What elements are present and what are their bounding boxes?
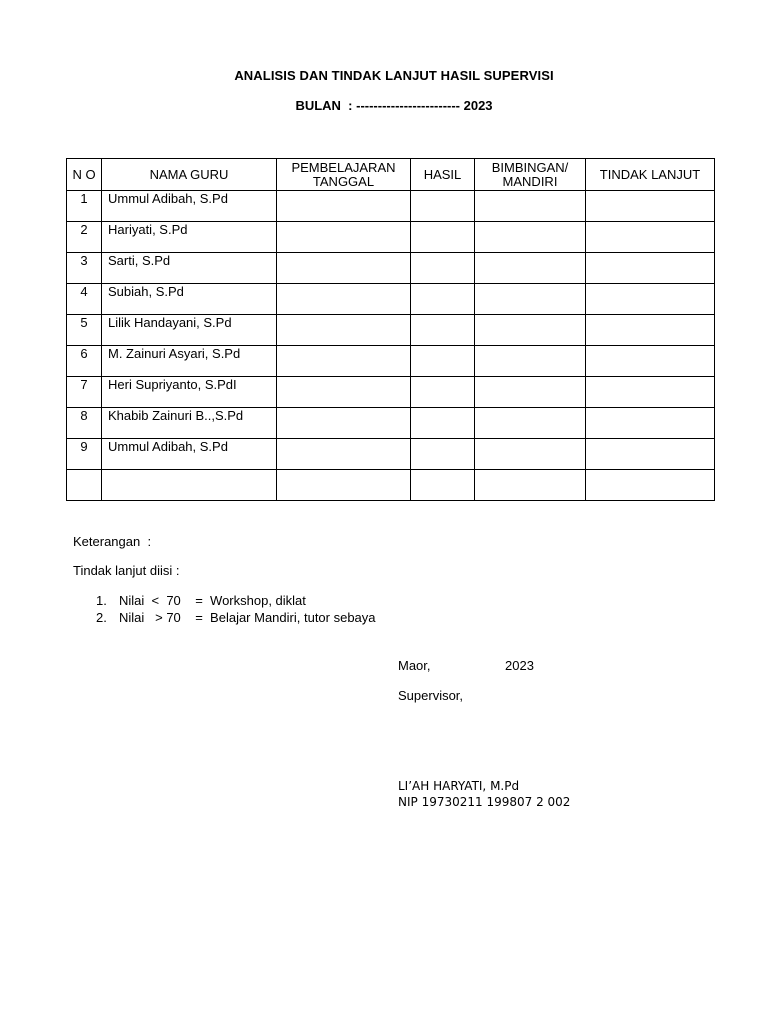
cell-bimbingan-mandiri — [475, 346, 586, 377]
cell-bimbingan-mandiri — [475, 284, 586, 315]
teacher-name — [102, 470, 277, 501]
cell-pembelajaran-tanggal — [277, 315, 411, 346]
cell-hasil — [411, 346, 475, 377]
cell-hasil — [411, 408, 475, 439]
cell-hasil — [411, 222, 475, 253]
document-subtitle: BULAN : ------------------------ 2023 — [295, 98, 493, 113]
table-row — [67, 439, 715, 470]
header-tindak-lanjut: TINDAK LANJUT — [586, 159, 715, 191]
cell-bimbingan-mandiri — [475, 191, 586, 222]
teacher-name: Ummul Adibah, S.Pd — [102, 191, 277, 222]
row-number: 1 — [67, 191, 102, 222]
cell-bimbingan-mandiri — [475, 470, 586, 501]
table-row — [67, 408, 715, 439]
criteria-list — [96, 592, 376, 626]
teacher-name: Khabib Zainuri B..,S.Pd — [102, 408, 277, 439]
header-no: N O — [67, 159, 102, 191]
row-number: 3 — [67, 253, 102, 284]
cell-bimbingan-mandiri — [475, 253, 586, 284]
cell-tindak-lanjut — [586, 408, 715, 439]
cell-bimbingan-mandiri — [475, 439, 586, 470]
list-item-text: Nilai < 70 = Workshop, diklat — [119, 593, 306, 608]
row-number: 5 — [67, 315, 102, 346]
cell-tindak-lanjut — [586, 222, 715, 253]
cell-bimbingan-mandiri — [475, 315, 586, 346]
cell-tindak-lanjut — [586, 191, 715, 222]
list-item — [96, 609, 376, 626]
cell-pembelajaran-tanggal — [277, 377, 411, 408]
document-title: ANALISIS DAN TINDAK LANJUT HASIL SUPERVISI — [234, 68, 554, 83]
list-item-number: 2. — [96, 610, 107, 625]
cell-hasil — [411, 377, 475, 408]
cell-hasil — [411, 253, 475, 284]
teacher-name: Hariyati, S.Pd — [102, 222, 277, 253]
teacher-name: M. Zainuri Asyari, S.Pd — [102, 346, 277, 377]
cell-hasil — [411, 315, 475, 346]
cell-pembelajaran-tanggal — [277, 470, 411, 501]
cell-hasil — [411, 284, 475, 315]
cell-bimbingan-mandiri — [475, 408, 586, 439]
cell-tindak-lanjut — [586, 284, 715, 315]
row-number — [67, 470, 102, 501]
list-item — [96, 592, 376, 609]
table-header-row — [67, 159, 715, 191]
signature-name: LI’AH HARYATI, M.Pd — [398, 779, 520, 793]
cell-pembelajaran-tanggal — [277, 346, 411, 377]
cell-hasil — [411, 470, 475, 501]
cell-tindak-lanjut — [586, 346, 715, 377]
signature-year: 2023 — [505, 658, 534, 673]
cell-hasil — [411, 439, 475, 470]
cell-tindak-lanjut — [586, 439, 715, 470]
header-nama-guru: NAMA GURU — [102, 159, 277, 191]
list-item-text: Nilai > 70 = Belajar Mandiri, tutor sebaya — [119, 610, 376, 625]
cell-pembelajaran-tanggal — [277, 408, 411, 439]
teacher-name: Ummul Adibah, S.Pd — [102, 439, 277, 470]
signature-role: Supervisor, — [398, 688, 464, 703]
cell-pembelajaran-tanggal — [277, 191, 411, 222]
cell-pembelajaran-tanggal — [277, 253, 411, 284]
header-hasil: HASIL — [411, 159, 475, 191]
signature-nip: NIP 19730211 199807 2 002 — [398, 795, 571, 809]
row-number: 6 — [67, 346, 102, 377]
table-row — [67, 284, 715, 315]
tindak-lanjut-label: Tindak lanjut diisi : — [73, 563, 180, 578]
header-bimbingan-mandiri: BIMBINGAN/ MANDIRI — [475, 159, 586, 191]
table-row — [67, 346, 715, 377]
table-row — [67, 315, 715, 346]
cell-bimbingan-mandiri — [475, 377, 586, 408]
table-row — [67, 191, 715, 222]
cell-bimbingan-mandiri — [475, 222, 586, 253]
cell-tindak-lanjut — [586, 377, 715, 408]
cell-pembelajaran-tanggal — [277, 284, 411, 315]
row-number: 7 — [67, 377, 102, 408]
table-row — [67, 222, 715, 253]
cell-tindak-lanjut — [586, 315, 715, 346]
row-number: 4 — [67, 284, 102, 315]
cell-hasil — [411, 191, 475, 222]
cell-pembelajaran-tanggal — [277, 439, 411, 470]
teacher-name: Sarti, S.Pd — [102, 253, 277, 284]
teacher-name: Heri Supriyanto, S.PdI — [102, 377, 277, 408]
table-row — [67, 377, 715, 408]
header-pembelajaran-tanggal: PEMBELAJARAN TANGGAL — [277, 159, 411, 191]
teacher-name: Subiah, S.Pd — [102, 284, 277, 315]
cell-tindak-lanjut — [586, 470, 715, 501]
teacher-name: Lilik Handayani, S.Pd — [102, 315, 277, 346]
keterangan-label: Keterangan : — [73, 534, 152, 549]
cell-tindak-lanjut — [586, 253, 715, 284]
list-item-number: 1. — [96, 593, 107, 608]
signature-place: Maor, — [398, 658, 431, 673]
supervision-table — [66, 158, 715, 501]
table-row — [67, 253, 715, 284]
table-row — [67, 470, 715, 501]
row-number: 8 — [67, 408, 102, 439]
row-number: 9 — [67, 439, 102, 470]
cell-pembelajaran-tanggal — [277, 222, 411, 253]
row-number: 2 — [67, 222, 102, 253]
